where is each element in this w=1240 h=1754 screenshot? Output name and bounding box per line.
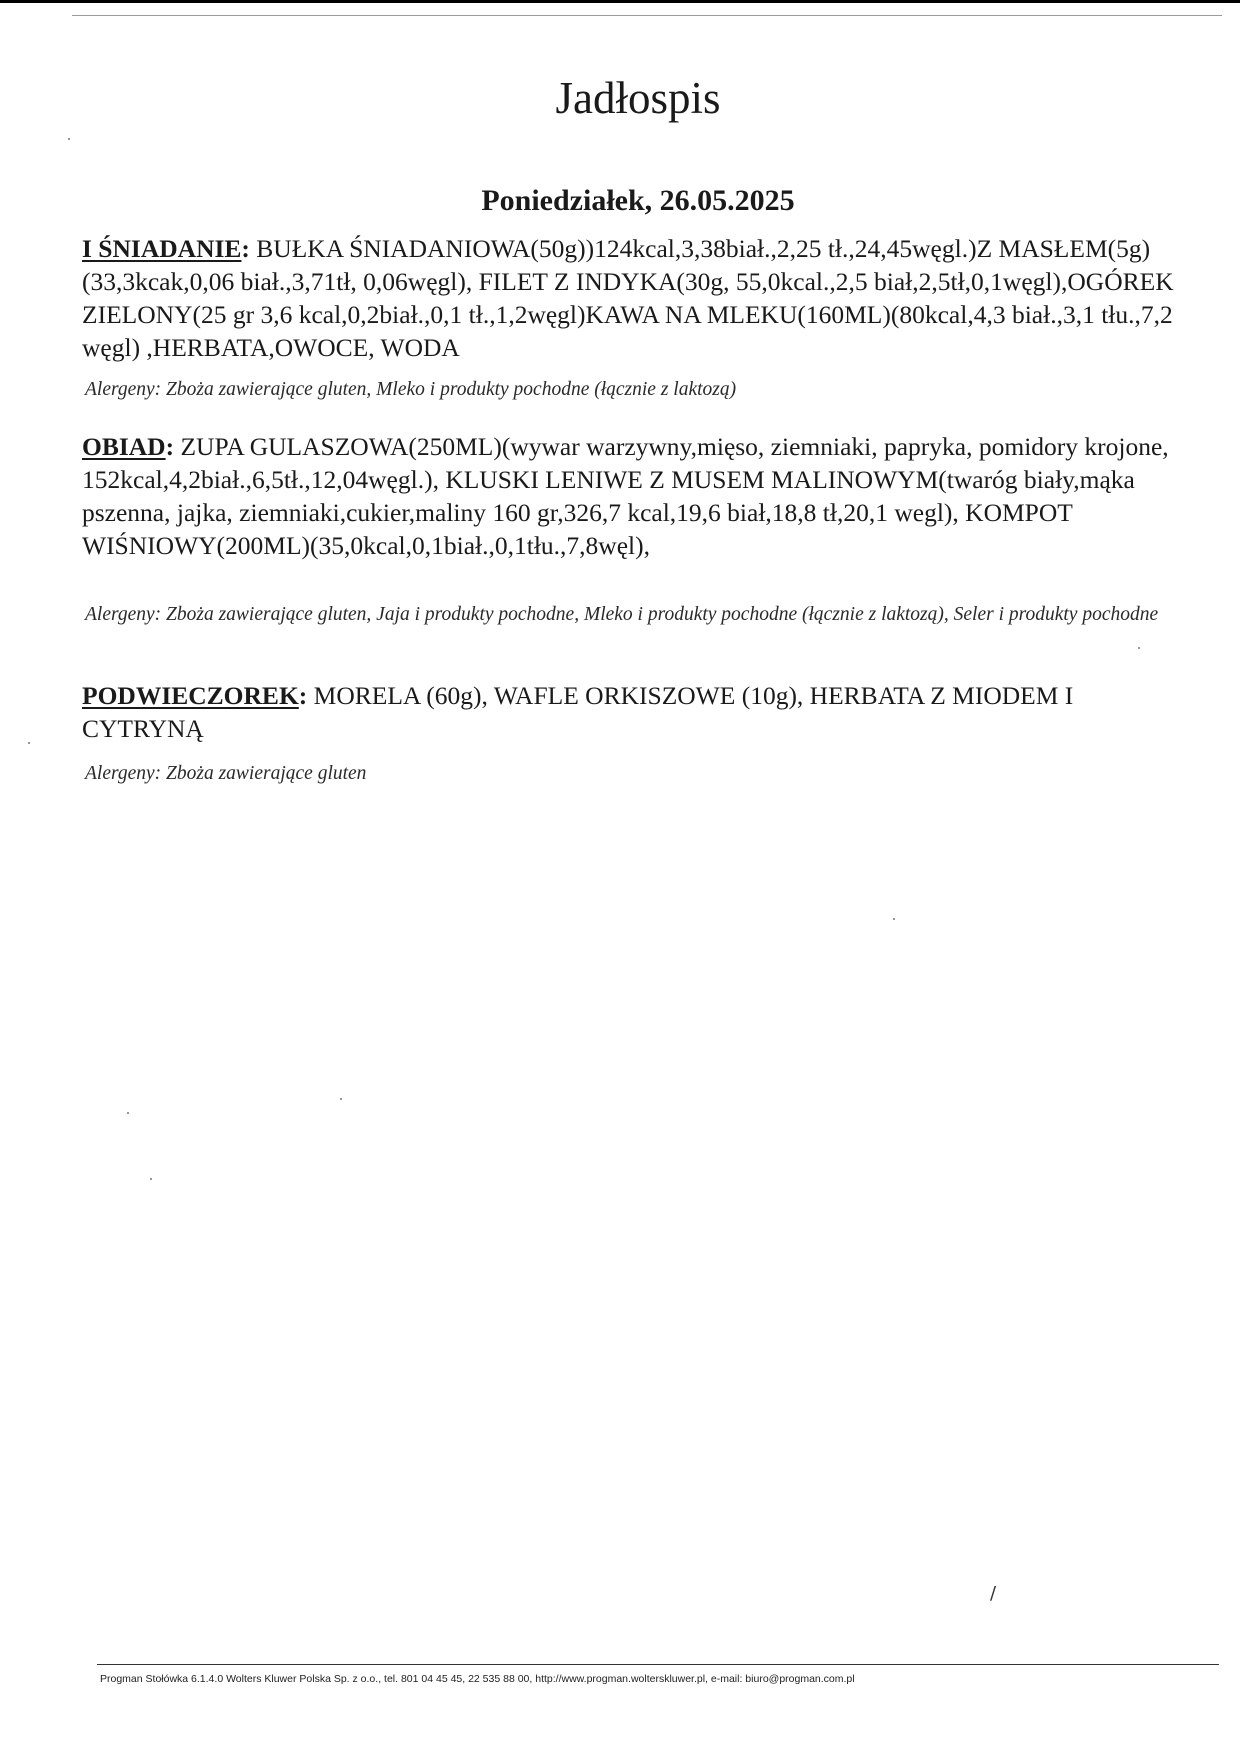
meal-lunch: OBIAD: ZUPA GULASZOWA(250ML)(wywar warzywny,mięso, ziemniaki, papryka, pomidory krojone, 152kcal,4,2biał.,6,5tł.,12,04węgl.), KLUSKI LENIWE Z MUSEM MALINOWYM(twaróg biały,mąka pszenna, jajka, ziemniaki,cukier,maliny 160 gr,326,7 kcal,19,6 biał,18,8 tł,20,1 wegl), KOMPOT WIŚNIOWY(200ML)(35,0kcal,0,1biał.,0,1tłu.,7,8węl), [82, 432, 1169, 560]
meal-snack-text: MORELA (60g), WAFLE ORKISZOWE (10g), HERBATA Z MIODEM I CYTRYNĄ [82, 681, 1074, 743]
day-heading: Poniedziałek, 26.05.2025 [481, 184, 795, 217]
meal-breakfast-text: BUŁKA ŚNIADANIOWA(50g))124kcal,3,38biał.,2,25 tł.,24,45węgl.)Z MASŁEM(5g)(33,3kcak,0,06 biał.,3,71tł, 0,06węgl), FILET Z INDYKA(30g, 55,0kcal.,2,5 biał,2,5tł,0,1węgl),OGÓREK ZIELONY(25 gr 3,6 kcal,0,2biał.,0,1 tł.,1,2węgl)KAWA NA MLEKU(160ML)(80kcal,4,3 biał.,3,1 tłu.,7,2 węgl) ,HERBATA,OWOCE, WODA [82, 234, 1174, 362]
meal-breakfast-label: I ŚNIADANIE [82, 234, 242, 263]
allergens-lunch: Alergeny: Zboża zawierające gluten, Jaja i produkty pochodne, Mleko i produkty pochodne (łącznie z laktozą), Seler i produkty pochodne [85, 604, 1159, 625]
scan-speck [127, 1112, 129, 1114]
scan-speck [1138, 647, 1140, 649]
meal-lunch-text: ZUPA GULASZOWA(250ML)(wywar warzywny,mięso, ziemniaki, papryka, pomidory krojone, 152kcal,4,2biał.,6,5tł.,12,04węgl.), KLUSKI LENIWE Z MUSEM MALINOWYM(twaróg biały,mąka pszenna, jajka, ziemniaki,cukier,maliny 160 gr,326,7 kcal,19,6 biał,18,8 tł,20,1 wegl), KOMPOT WIŚNIOWY(200ML)(35,0kcal,0,1biał.,0,1tłu.,7,8węl), [82, 432, 1169, 560]
footer-divider [97, 1664, 1219, 1665]
scan-speck [340, 1098, 342, 1100]
pen-mark: / [990, 1583, 997, 1604]
meal-lunch-label: OBIAD [82, 432, 166, 461]
scan-speck [150, 1178, 152, 1180]
page-title: Jadłospis [555, 73, 721, 123]
scan-speck [68, 138, 70, 140]
meal-snack: PODWIECZOREK: MORELA (60g), WAFLE ORKISZOWE (10g), HERBATA Z MIODEM I CYTRYNĄ [82, 681, 1074, 743]
scan-speck [28, 742, 30, 744]
scan-top-edge [0, 0, 1240, 3]
meal-breakfast: I ŚNIADANIE: BUŁKA ŚNIADANIOWA(50g))124kcal,3,38biał.,2,25 tł.,24,45węgl.)Z MASŁEM(5g)(33,3kcak,0,06 biał.,3,71tł, 0,06węgl), FILET Z INDYKA(30g, 55,0kcal.,2,5 biał,2,5tł,0,1węgl),OGÓREK ZIELONY(25 gr 3,6 kcal,0,2biał.,0,1 tł.,1,2węgl)KAWA NA MLEKU(160ML)(80kcal,4,3 biał.,3,1 tłu.,7,2 węgl) ,HERBATA,OWOCE, WODA [82, 234, 1174, 362]
allergens-snack: Alergeny: Zboża zawierające gluten [85, 763, 367, 784]
scan-top-line [72, 15, 1222, 16]
meal-snack-label: PODWIECZOREK [82, 681, 299, 710]
scan-speck [893, 918, 895, 920]
footer-text: Progman Stołówka 6.1.4.0 Wolters Kluwer Polska Sp. z o.o., tel. 801 04 45 45, 22 535 88 00, http://www.progman.wolterskluwer.pl, e-mail: biuro@progman.com.pl [100, 1673, 855, 1685]
allergens-breakfast: Alergeny: Zboża zawierające gluten, Mleko i produkty pochodne (łącznie z laktozą) [85, 379, 737, 400]
